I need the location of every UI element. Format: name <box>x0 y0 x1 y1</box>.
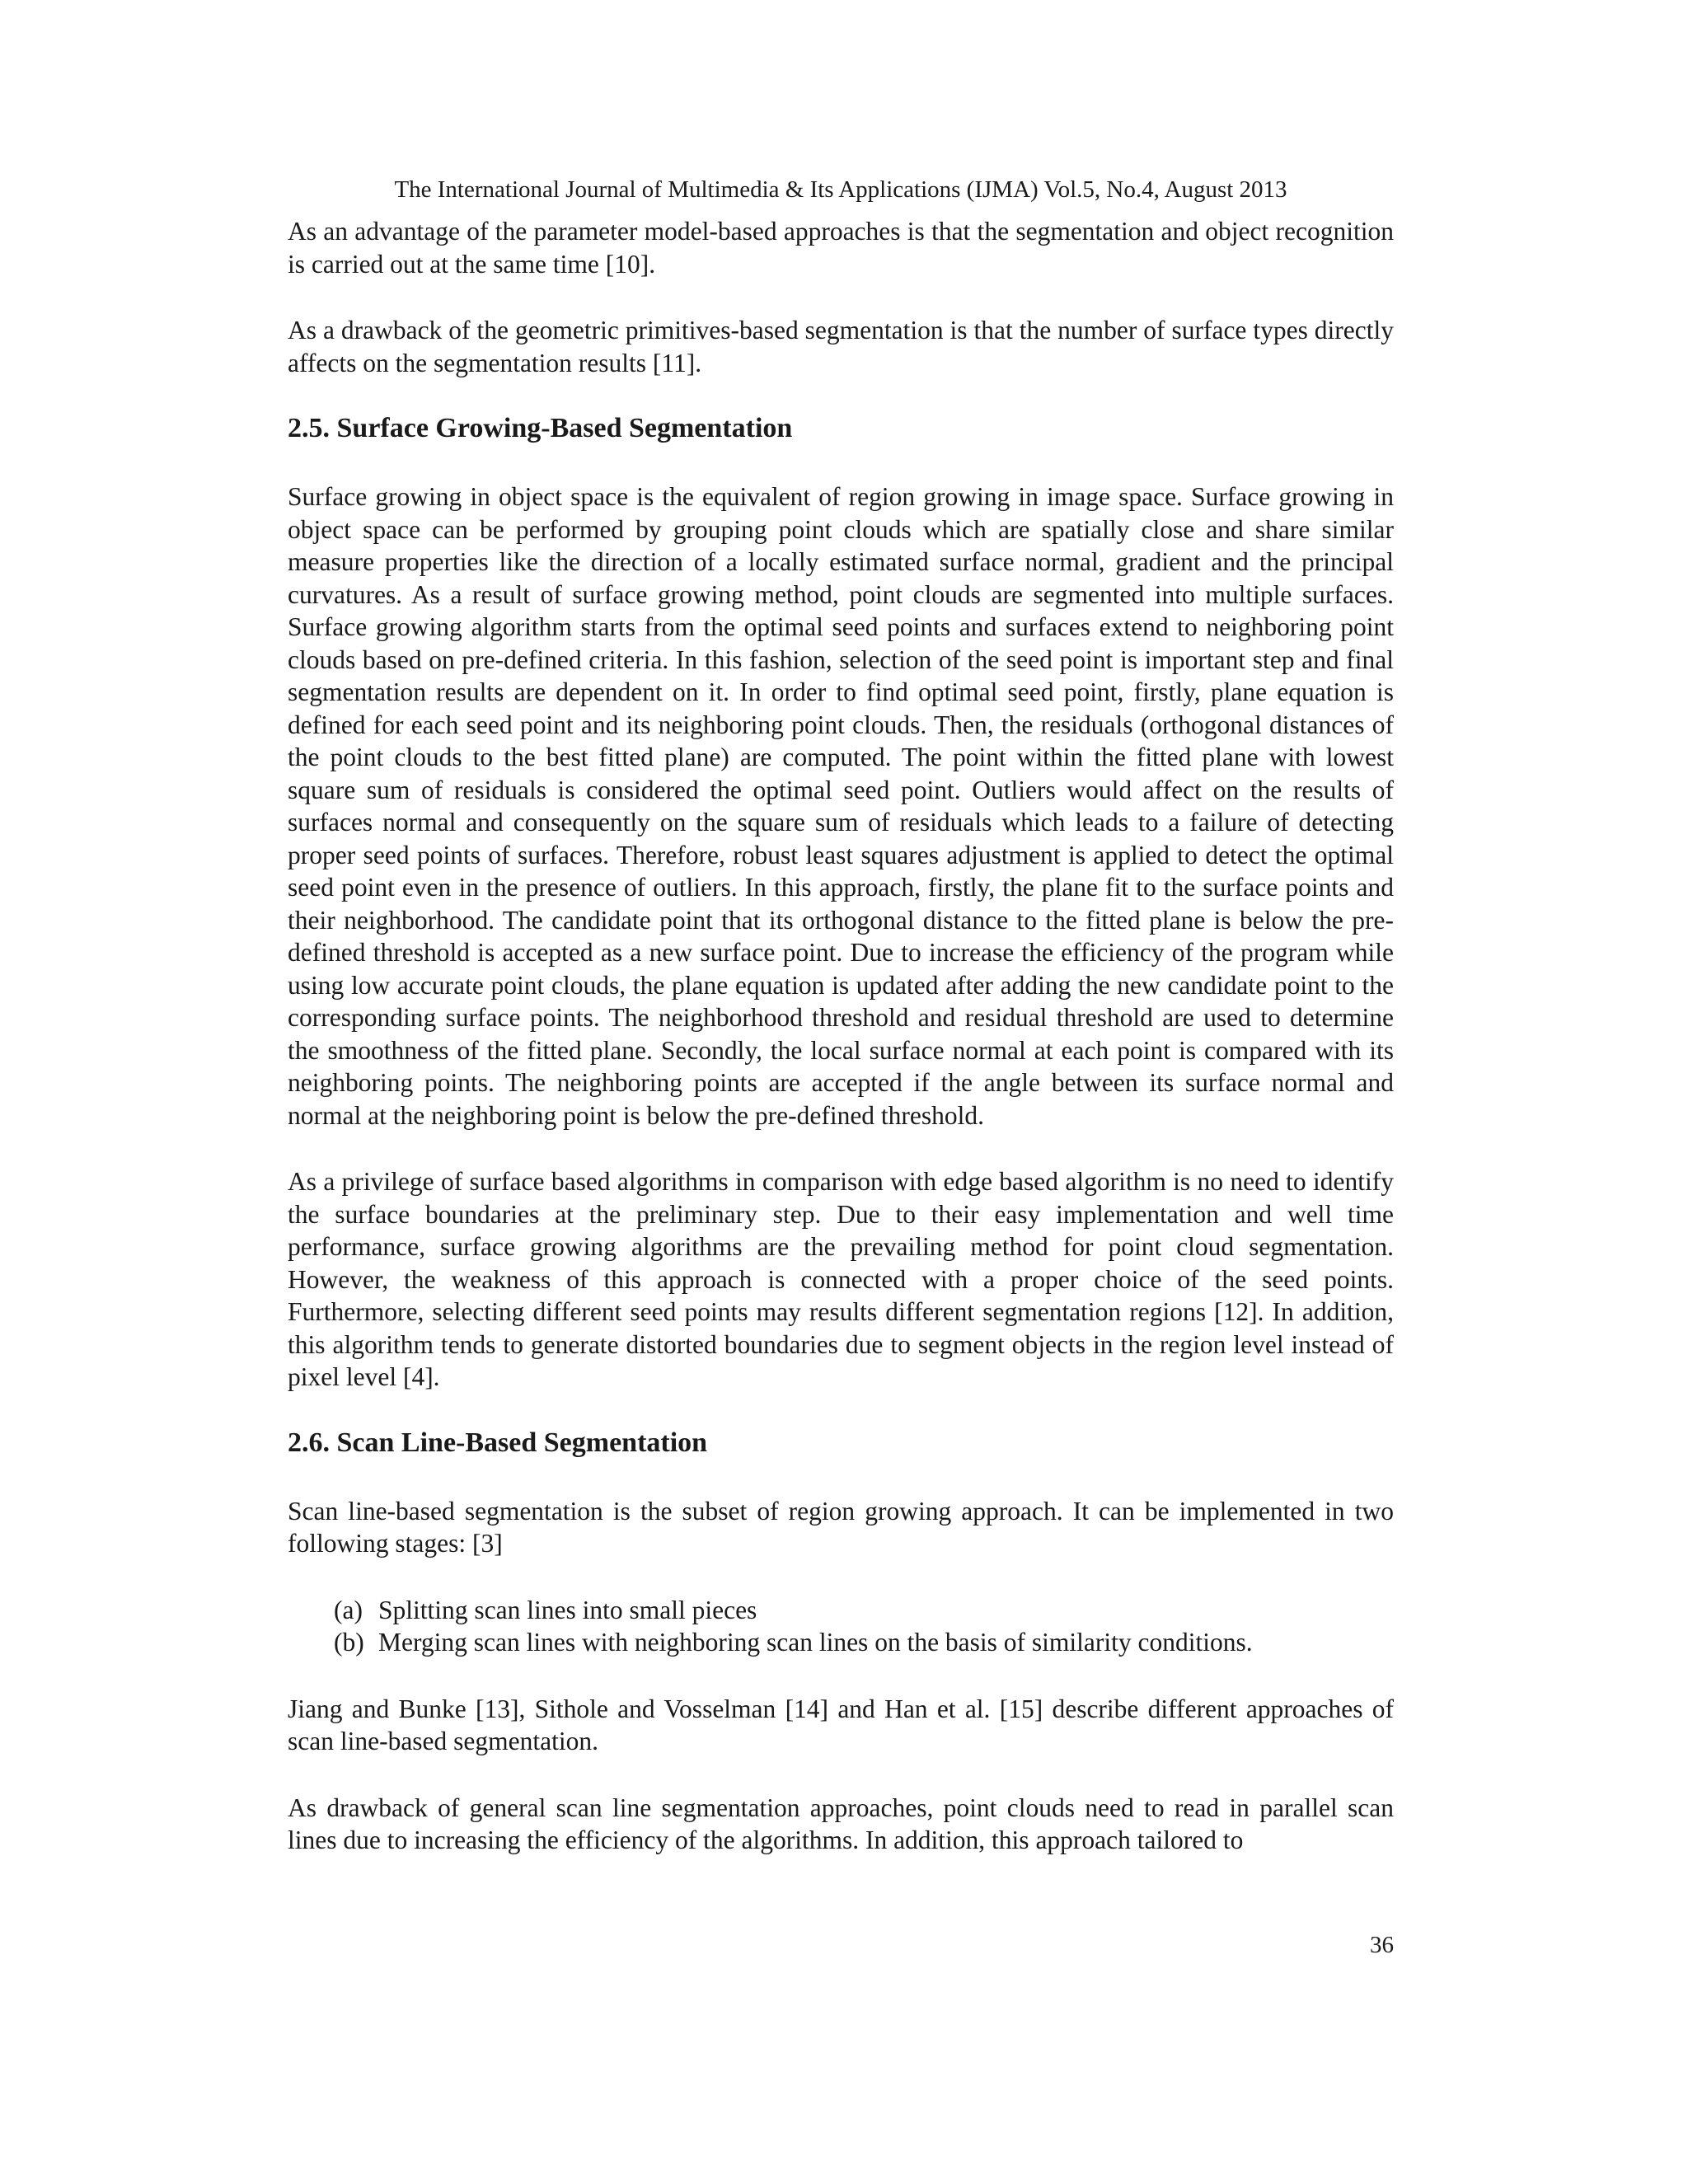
list-item-text: Splitting scan lines into small pieces <box>378 1595 757 1624</box>
page-number: 36 <box>1370 1932 1394 1958</box>
section-heading-surface-growing: 2.5. Surface Growing-Based Segmentation <box>288 413 793 443</box>
list-marker: (a) <box>334 1595 363 1624</box>
running-header: The International Journal of Multimedia & Its Applications (IJMA) Vol.5, No.4, August 2013 <box>394 176 1287 203</box>
list-item-text: Merging scan lines with neighboring scan lines on the basis of similarity conditions. <box>378 1628 1253 1657</box>
intro-paragraph-advantage: As an advantage of the parameter model-based approaches is that the segmentation and object recognition is carried out at the same time [10]. <box>288 217 1394 279</box>
scan-line-drawback-paragraph: As drawback of general scan line segmentation approaches, point clouds need to read in parallel scan lines due to increasing the efficiency of the algorithms. In addition, this approach tailored to <box>288 1793 1394 1854</box>
list-marker: (b) <box>334 1628 364 1657</box>
journal-page <box>288 0 1394 2184</box>
surface-growing-paragraph-privilege: As a privilege of surface based algorithms in comparison with edge based algorithm is no need to identify the surface boundaries at the preliminary step. Due to their easy implementation and well time performance, surface growing algorithms are the prevailing method for point cloud segmentation. However, the weakness of this approach is connected with a proper choice of the seed points. Furthermore, selecting different seed points may results different segmentation regions [12]. In addition, this algorithm tends to generate distorted boundaries due to segment objects in the region level instead of pixel level [4]. <box>288 1167 1394 1391</box>
section-heading-scan-line: 2.6. Scan Line-Based Segmentation <box>288 1427 708 1458</box>
intro-paragraph-drawback: As a drawback of the geometric primitives-based segmentation is that the number of surface types directly affects on the segmentation results [11]. <box>288 316 1394 377</box>
scan-line-intro-paragraph: Scan line-based segmentation is the subset of region growing approach. It can be implemented in two following stages: [3] <box>288 1496 1394 1558</box>
list-item <box>334 1594 1394 1627</box>
scan-line-stages-list <box>288 1594 1394 1659</box>
list-item <box>334 1626 1394 1659</box>
surface-growing-paragraph-main: Surface growing in object space is the equivalent of region growing in image space. Surface growing in object space can be performed by grouping point clouds which are spatially close and share similar measure properties like the direction of a locally estimated surface normal, gradient and the principal curvatures. As a result of surface growing method, point clouds are segmented into multiple surfaces. Surface growing algorithm starts from the optimal seed points and surfaces extend to neighboring point clouds based on pre-defined criteria. In this fashion, selection of the seed point is important step and final segmentation results are dependent on it. In order to find optimal seed point, firstly, plane equation is defined for each seed point and its neighboring point clouds. Then, the residuals (orthogonal distances of the point clouds to the best fitted plane) are computed. The point within the fitted plane with lowest square sum of residuals is considered the optimal seed point. Outliers would affect on the results of surfaces normal and consequently on the square sum of residuals which leads to a failure of detecting proper seed points of surfaces. Therefore, robust least squares adjustment is applied to detect the optimal seed point even in the presence of outliers. In this approach, firstly, the plane fit to the surface points and their neighborhood. The candidate point that its orthogonal distance to the fitted plane is below the pre-defined threshold is accepted as a new surface point. Due to increase the efficiency of the program while using low accurate point clouds, the plane equation is updated after adding the new candidate point to the corresponding surface points. The neighborhood threshold and residual threshold are used to determine the smoothness of the fitted plane. Secondly, the local surface normal at each point is compared with its neighboring points. The neighboring points are accepted if the angle between its surface normal and normal at the neighboring point is below the pre-defined threshold. <box>288 482 1394 1130</box>
page-body <box>288 215 1394 1857</box>
scan-line-approaches-paragraph: Jiang and Bunke [13], Sithole and Vosselman [14] and Han et al. [15] describe different approaches of scan line-based segmentation. <box>288 1694 1394 1755</box>
